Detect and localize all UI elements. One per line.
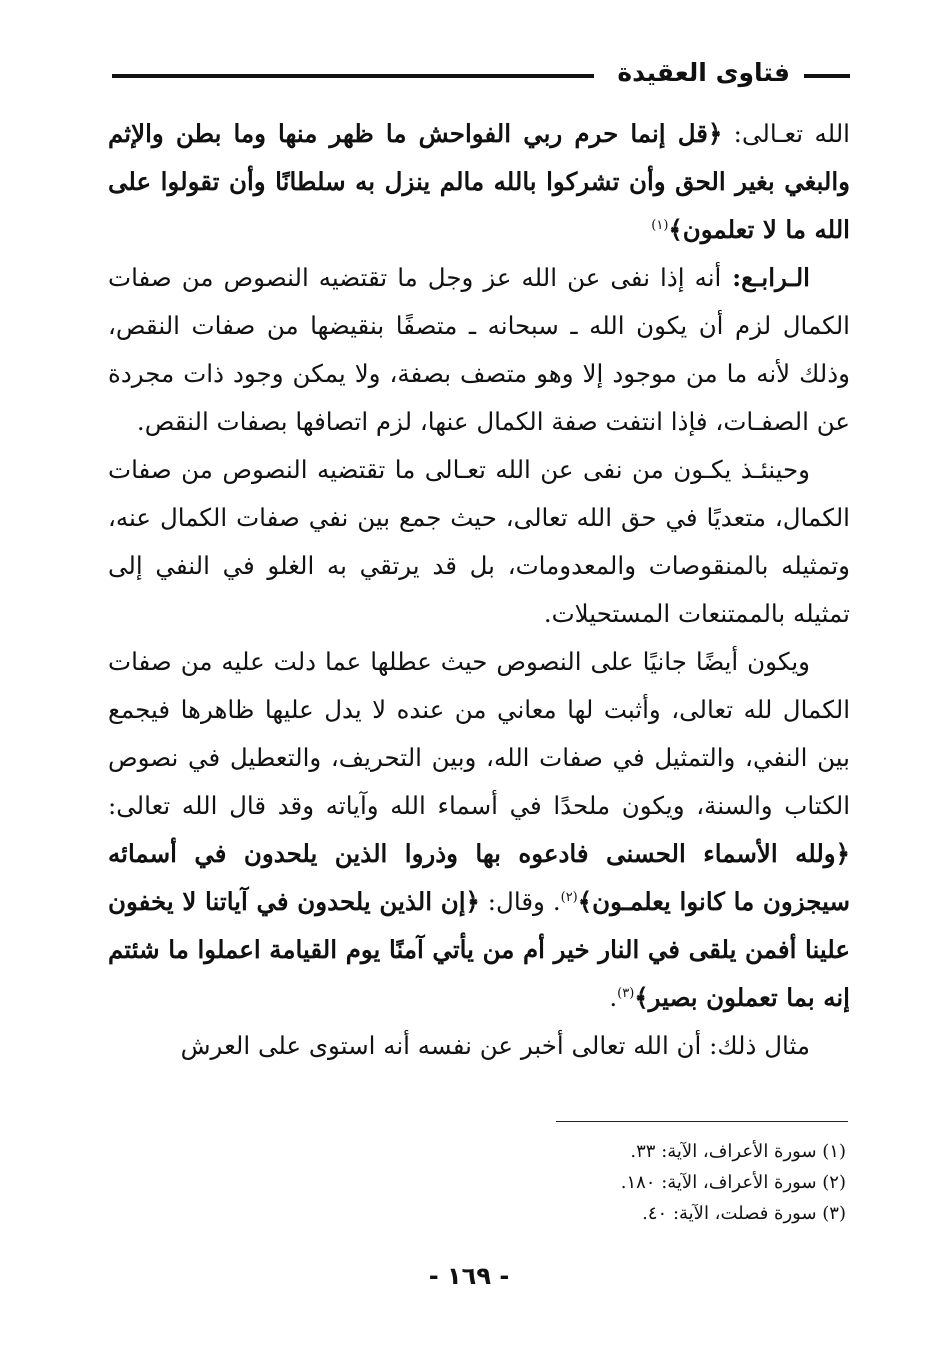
- paragraph-5: [108, 1022, 850, 1070]
- paragraph-3-text: وحينئـذ يكـون من نفى عن الله تعـالى ما تقتضيه النصوص من صفات الكمال، متعديًا في حق الله تعالى، حيث جمع بين نفي صفات الكمال عنه، وتمثيله بالمنقوصات والمعدومات، بل قد يرتقي به الغلو في النفي إلى تمثيله بالممتنعات المستحيلات.: [108, 455, 850, 628]
- quran-quote-3: ﴿إن الذين يلحدون في آياتنا لا يخفون علينا أفمن يلقى في النار خير أم من يأتي آمنًا يوم القيامة اعملوا ما شئتم إنه بما تعملون بصير﴾: [108, 887, 850, 1012]
- footnote-2: (٢) سورة الأعراف، الآية: ١٨٠.: [620, 1172, 846, 1193]
- header-rule-right: [804, 74, 850, 78]
- main-text: [108, 110, 850, 1070]
- paragraph-3: [108, 446, 850, 638]
- footnote-divider: [556, 1121, 848, 1122]
- footnote-ref-2: (٢): [560, 889, 578, 905]
- quran-quote-2: ﴿ولله الأسماء الحسنى فادعوه بها وذروا الذين يلحدون في أسمائه سيجزون ما كانوا يعلمـون﴾: [108, 839, 850, 916]
- paragraph-4-end: .: [609, 983, 618, 1012]
- footnote-ref-3: (٣): [617, 985, 635, 1001]
- paragraph-5-text: مثال ذلك: أن الله تعالى أخبر عن نفسه أنه استوى على العرش: [180, 1031, 810, 1060]
- header-rule-left: [112, 74, 594, 78]
- paragraph-4-text: ويكون أيضًا جانيًا على النصوص حيث عطلها عما دلت عليه من صفات الكمال لله تعالى، وأثبت لها معاني من عنده لا يدل عليها ظاهرها فيجمع بين النفي، والتمثيل في صفات الله، وبين التحريف، والتعطيل في نصوص الكتاب والسنة، ويكون ملحدًا في أسماء الله وآياته وقد قال الله تعالى:: [108, 647, 850, 820]
- page-number: - ١٦٩ -: [428, 1262, 510, 1290]
- paragraph-4: [108, 638, 850, 1022]
- paragraph-1-intro: الله تعـالى:: [722, 119, 850, 148]
- running-header-title: فتاوى العقيدة: [617, 58, 790, 87]
- paragraph-2-lead: الـرابـع:: [721, 263, 810, 292]
- paragraph-2-text: أنه إذا نفى عن الله عز وجل ما تقتضيه النصوص من صفات الكمال لزم أن يكون الله ـ سبحانه ـ متصفًا بنقيضها من صفات النقص، وذلك لأنه ما من موجود إلا وهو متصف بصفة، ولا يمكن وجود ذات مجردة عن الصفـات، فإذا انتفت صفة الكمال عنها، لزم اتصافها بصفات النقص.: [108, 263, 850, 436]
- footnote-3: (٣) سورة فصلت، الآية: ٤٠.: [642, 1203, 846, 1224]
- paragraph-4-mid: . وقال:: [479, 887, 561, 916]
- paragraph-1: [108, 110, 850, 254]
- footnote-1: (١) سورة الأعراف، الآية: ٣٣.: [630, 1141, 846, 1162]
- quran-quote-1: ﴿قل إنما حرم ربي الفواحش ما ظهر منها وما بطن والإثم والبغي بغير الحق وأن تشركوا بالله مالم ينزل به سلطانًا وأن تقولوا على الله ما لا تعلمون﴾: [108, 119, 850, 244]
- footnote-ref-1: (١): [651, 217, 669, 233]
- footnotes: [446, 1136, 846, 1229]
- paragraph-2: [108, 254, 850, 446]
- running-header: [112, 60, 850, 96]
